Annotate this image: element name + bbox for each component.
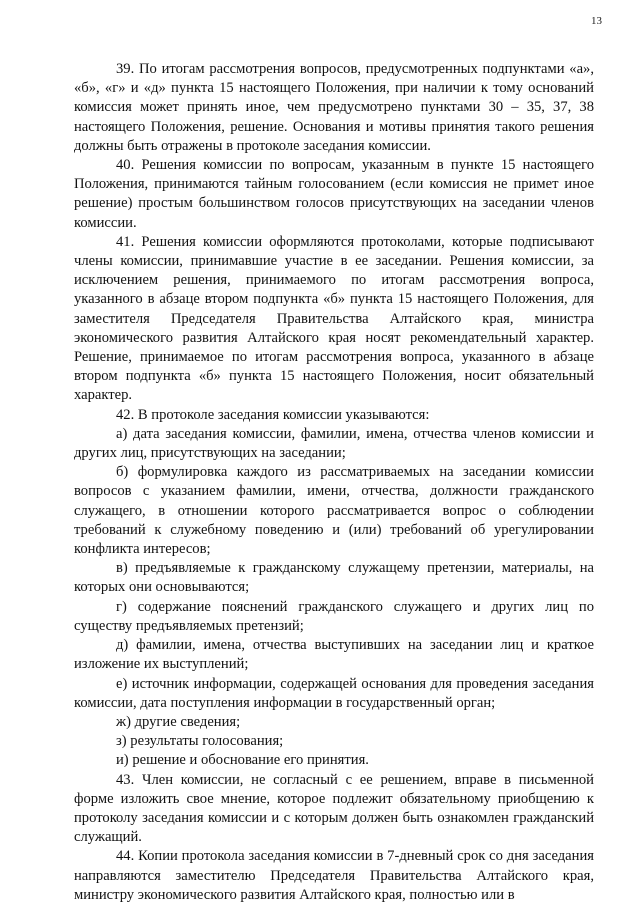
document-body — [74, 60, 594, 905]
list-item-d: д) фамилии, имена, отчества выступивших на заседании лиц и краткое изложение их выступлений; — [74, 637, 594, 673]
list-item-z: з) результаты голосования; — [116, 733, 284, 750]
page-number: 13 — [591, 15, 602, 27]
paragraph-39: 39. По итогам рассмотрения вопросов, предусмотренных подпунктами «а», «б», «г» и «д» пункта 15 настоящего Положения, при наличии к тому оснований комиссия может принять иное, чем предусмотрено пунктами 30 – 35, 37, 38 настоящего Положения, решение. Основания и мотивы принятия такого решения должны быть отражены в протоколе заседания комиссии. — [74, 61, 594, 154]
list-item-a: а) дата заседания комиссии, фамилии, имена, отчества членов комиссии и других лиц, присутствующих на заседании; — [74, 425, 594, 462]
list-item-b: б) формулировка каждого из рассматриваемых на заседании комиссии вопросов с указанием фамилии, имени, отчества, должности гражданского служащего, в отношении которого рассматривается вопрос о соблюдении требований к служебному поведению и (или) требований об урегулировании конфликта интересов; — [74, 464, 594, 558]
list-item-e: е) источник информации, содержащей основания для проведения заседания комиссии, дата поступления информации в государственный орган; — [74, 675, 594, 711]
paragraph-41: 41. Решения комиссии оформляются протоколами, которые подписывают члены комиссии, принимавшие участие в ее заседании. Решения комиссии, за исключением решения, принимаемого по итогам рассмотрения вопроса, указанного в абзаце втором подпункта «б» пункта 15 настоящего Положения, для заместителя Председателя Правительства Алтайского края, министра экономического развития Алтайского края носят рекомендательный характер. Решение, принимаемое по итогам рассмотрения вопроса, указанного в абзаце втором подпункта «б» пункта 15 настоящего Положения, носит обязательный характер. — [74, 233, 594, 404]
paragraph-44: 44. Копии протокола заседания комиссии в 7-дневный срок со дня заседания направляются заместителю Председателя Правительства Алтайского края, министру экономического развития Алтайского края, полностью или в — [74, 848, 594, 903]
paragraph-43: 43. Член комиссии, не согласный с ее решением, вправе в письменной форме изложить свое мнение, которое подлежит обязательному приобщению к протоколу заседания комиссии и с которым должен быть ознакомлен гражданский служащий. — [74, 771, 594, 846]
list-item-i: и) решение и обоснование его принятия. — [116, 752, 369, 769]
list-item-v: в) предъявляемые к гражданскому служащему претензии, материалы, на которых они основываются; — [74, 560, 594, 596]
paragraph-40: 40. Решения комиссии по вопросам, указанным в пункте 15 настоящего Положения, принимаются тайным голосованием (если комиссия не примет иное решение) простым большинством голосов присутствующих на заседании членов комиссии. — [74, 157, 594, 231]
list-item-zh: ж) другие сведения; — [116, 713, 241, 730]
list-item-g: г) содержание пояснений гражданского служащего и других лиц по существу предъявляемых претензий; — [74, 598, 594, 634]
paragraph-42: 42. В протоколе заседания комиссии указываются: — [116, 406, 430, 423]
